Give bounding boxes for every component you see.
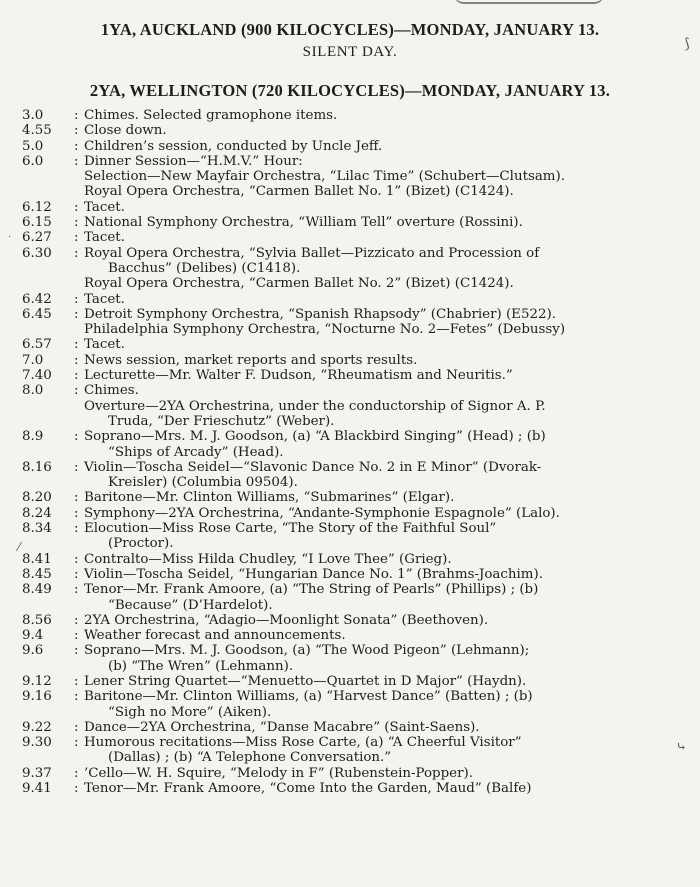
time-label: 8.45 [22, 566, 52, 582]
time-separator: : [74, 643, 79, 659]
time-label: 9.4 [22, 628, 44, 644]
programme-text: Tacet. [84, 230, 125, 246]
programme-text: Soprano—Mrs. M. J. Goodson, (a) “A Blackbird Singing” (Head) ; (b) [84, 429, 546, 445]
programme-line [0, 720, 700, 735]
programme-line [0, 230, 700, 245]
programme-text: Weather forecast and announcements. [84, 628, 346, 644]
programme-line [0, 337, 700, 352]
programme-text: Lener String Quartet—“Menuetto—Quartet in D Major” (Haydn). [84, 673, 527, 689]
programme-text: Dinner Session—“H.M.V.” Hour: [84, 153, 303, 169]
time-separator: : [74, 383, 79, 399]
programme-line [0, 307, 700, 322]
time-label: 7.40 [22, 368, 52, 384]
programme-text: (Proctor). [108, 536, 174, 552]
programme-line [0, 184, 700, 199]
auckland-station-heading: 1YA, AUCKLAND (900 KILOCYCLES)—MONDAY, JANUARY 13. [100, 20, 600, 39]
programme-line [0, 567, 700, 582]
programme-text: Chimes. Selected gramophone items. [84, 108, 338, 123]
programme-line [0, 261, 700, 276]
programme-line [0, 490, 700, 505]
programme-text: Tacet. [84, 199, 125, 215]
silent-day-notice: SILENT DAY. [302, 44, 398, 60]
programme-text: Bacchus” (Delibes) (C1418). [108, 260, 301, 276]
programme-line [0, 781, 700, 796]
programme-line [0, 414, 700, 429]
time-label: 8.49 [22, 582, 52, 598]
programme-line [0, 276, 700, 291]
programme-line [0, 215, 700, 230]
programme-text: 2YA Orchestrina, “Adagio—Moonlight Sonata” (Beethoven). [84, 612, 489, 628]
time-label: 6.27 [22, 230, 52, 246]
programme-text: Elocution—Miss Rose Carte, “The Story of the Faithful Soul” [84, 521, 497, 537]
time-label: 6.57 [22, 337, 52, 353]
time-separator: : [74, 551, 79, 567]
programme-line [0, 246, 700, 261]
programme-listing [0, 108, 700, 796]
programme-text: Royal Opera Orchestra, “Carmen Ballet No. 2” (Bizet) (C1424). [84, 276, 514, 292]
wellington-station-heading: 2YA, WELLINGTON (720 KILOCYCLES)—MONDAY, JANUARY 13. [89, 81, 611, 100]
programme-text: “Because” (D’Hardelot). [108, 597, 273, 613]
programme-line [0, 689, 700, 704]
programme-line [0, 659, 700, 674]
time-separator: : [74, 781, 79, 797]
time-separator: : [74, 490, 79, 506]
time-separator: : [74, 765, 79, 781]
time-label: 8.0 [22, 383, 44, 399]
time-separator: : [74, 429, 79, 445]
time-label: 6.45 [22, 306, 52, 322]
time-label: 9.41 [22, 781, 52, 797]
programme-text: Overture—2YA Orchestrina, under the conductorship of Signor A. P. [84, 398, 546, 414]
programme-text: Tacet. [84, 291, 125, 307]
time-label: 8.16 [22, 459, 52, 475]
programme-text: Children’s session, conducted by Uncle Jeff. [84, 138, 383, 154]
programme-text: Tacet. [84, 337, 125, 353]
time-label: 9.16 [22, 689, 52, 705]
time-separator: : [74, 199, 79, 215]
time-separator: : [74, 582, 79, 598]
programme-line [0, 200, 700, 215]
programme-line [0, 108, 700, 123]
time-label: 8.34 [22, 521, 52, 537]
programme-text: Contralto—Miss Hilda Chudley, “I Love Thee” (Grieg). [84, 551, 452, 567]
time-label: 8.24 [22, 505, 52, 521]
time-label: 3.0 [22, 108, 44, 123]
programme-line [0, 460, 700, 475]
time-label: 8.20 [22, 490, 52, 506]
programme-line [0, 552, 700, 567]
time-separator: : [74, 230, 79, 246]
programme-line [0, 383, 700, 398]
time-label: 7.0 [22, 352, 44, 368]
programme-text: “Sigh no More” (Aiken). [108, 704, 272, 720]
programme-line [0, 475, 700, 490]
programme-line [0, 628, 700, 643]
programme-text: Baritone—Mr. Clinton Williams, (a) “Harvest Dance” (Batten) ; (b) [84, 689, 533, 705]
programme-line [0, 445, 700, 460]
programme-line [0, 139, 700, 154]
programme-text: Dance—2YA Orchestrina, “Danse Macabre” (Saint-Saens). [84, 719, 480, 735]
programme-text: Close down. [84, 123, 167, 139]
time-separator: : [74, 352, 79, 368]
programme-line [0, 536, 700, 551]
programme-line [0, 598, 700, 613]
programme-line [0, 399, 700, 414]
time-separator: : [74, 612, 79, 628]
programme-line [0, 674, 700, 689]
time-label: 8.9 [22, 429, 44, 445]
margin-tick-icon: ⁄ [18, 540, 21, 554]
programme-text: Detroit Symphony Orchestra, “Spanish Rhapsody” (Chabrier) (E522). [84, 306, 556, 322]
programme-line [0, 368, 700, 383]
time-label: 9.12 [22, 673, 52, 689]
time-separator: : [74, 153, 79, 169]
programme-line [0, 506, 700, 521]
programme-text: Tenor—Mr. Frank Amoore, (a) “The String of Pearls” (Phillips) ; (b) [84, 582, 539, 598]
time-label: 9.22 [22, 719, 52, 735]
programme-line [0, 429, 700, 444]
time-label: 6.42 [22, 291, 52, 307]
programme-text: Lecturette—Mr. Walter F. Dudson, “Rheumatism and Neuritis.” [84, 368, 513, 384]
programme-text: Violin—Toscha Seidel, “Hungarian Dance No. 1” (Brahms-Joachim). [84, 566, 543, 582]
time-label: 9.6 [22, 643, 44, 659]
margin-dot-icon: · [8, 232, 12, 243]
programme-line [0, 169, 700, 184]
programme-line [0, 292, 700, 307]
programme-text: Humorous recitations—Miss Rose Carte, (a) “A Cheerful Visitor” [84, 735, 522, 751]
programme-text: Baritone—Mr. Clinton Williams, “Submarines” (Elgar). [84, 490, 455, 506]
programme-text: (Dallas) ; (b) “A Telephone Conversation.” [108, 750, 392, 766]
programme-text: National Symphony Orchestra, “William Tell” overture (Rossini). [84, 215, 523, 231]
programme-line [0, 154, 700, 169]
programme-text: Truda, “Der Frieschutz” (Weber). [108, 413, 335, 429]
programme-text: Soprano—Mrs. M. J. Goodson, (a) “The Wood Pigeon” (Lehmann); [84, 643, 530, 659]
programme-text: Tenor—Mr. Frank Amoore, “Come Into the Garden, Maud” (Balfe) [84, 781, 532, 797]
time-label: 4.55 [22, 123, 52, 139]
time-separator: : [74, 628, 79, 644]
margin-mark-icon: ⟆ [684, 36, 690, 52]
time-separator: : [74, 566, 79, 582]
margin-scratch-icon: ⤷ [676, 740, 687, 755]
time-label: 6.12 [22, 199, 52, 215]
time-label: 5.0 [22, 138, 44, 154]
time-label: 9.37 [22, 765, 52, 781]
time-separator: : [74, 337, 79, 353]
programme-line [0, 353, 700, 368]
programme-text: Philadelphia Symphony Orchestra, “Nocturne No. 2—Fetes” (Debussy) [84, 322, 566, 338]
time-separator: : [74, 245, 79, 261]
programme-line [0, 123, 700, 138]
programme-text: News session, market reports and sports results. [84, 352, 418, 368]
time-label: 9.30 [22, 735, 52, 751]
time-label: 8.41 [22, 551, 52, 567]
programme-text: “Ships of Arcady” (Head). [108, 444, 284, 460]
programme-text: Kreisler) (Columbia 09504). [108, 475, 298, 491]
programme-line [0, 582, 700, 597]
programme-text: Chimes. [84, 383, 139, 399]
time-separator: : [74, 735, 79, 751]
time-separator: : [74, 689, 79, 705]
time-separator: : [74, 719, 79, 735]
time-separator: : [74, 459, 79, 475]
programme-text: ’Cello—W. H. Squire, “Melody in F” (Rubenstein-Popper). [84, 765, 473, 781]
programme-line [0, 613, 700, 628]
time-label: 6.30 [22, 245, 52, 261]
time-label: 6.0 [22, 153, 44, 169]
time-separator: : [74, 108, 79, 123]
programme-text: Royal Opera Orchestra, “Sylvia Ballet—Pizzicato and Procession of [84, 245, 540, 261]
programme-line [0, 521, 700, 536]
time-separator: : [74, 505, 79, 521]
time-separator: : [74, 521, 79, 537]
time-separator: : [74, 368, 79, 384]
clipped-heading-fragment [454, 0, 604, 4]
programme-line [0, 750, 700, 765]
time-separator: : [74, 673, 79, 689]
programme-text: Violin—Toscha Seidel—“Slavonic Dance No. 2 in E Minor” (Dvorak- [84, 459, 542, 475]
programme-line [0, 322, 700, 337]
programme-line [0, 735, 700, 750]
time-separator: : [74, 123, 79, 139]
programme-line [0, 643, 700, 658]
time-separator: : [74, 306, 79, 322]
time-separator: : [74, 215, 79, 231]
programme-text: (b) “The Wren” (Lehmann). [108, 658, 294, 674]
time-label: 6.15 [22, 215, 52, 231]
time-separator: : [74, 291, 79, 307]
programme-text: Royal Opera Orchestra, “Carmen Ballet No. 1” (Bizet) (C1424). [84, 184, 514, 200]
time-separator: : [74, 138, 79, 154]
programme-line [0, 705, 700, 720]
programme-text: Selection—New Mayfair Orchestra, “Lilac Time” (Schubert—Clutsam). [84, 169, 565, 185]
programme-text: Symphony—2YA Orchestrina, “Andante-Symphonie Espagnole” (Lalo). [84, 505, 560, 521]
programme-line [0, 766, 700, 781]
time-label: 8.56 [22, 612, 52, 628]
